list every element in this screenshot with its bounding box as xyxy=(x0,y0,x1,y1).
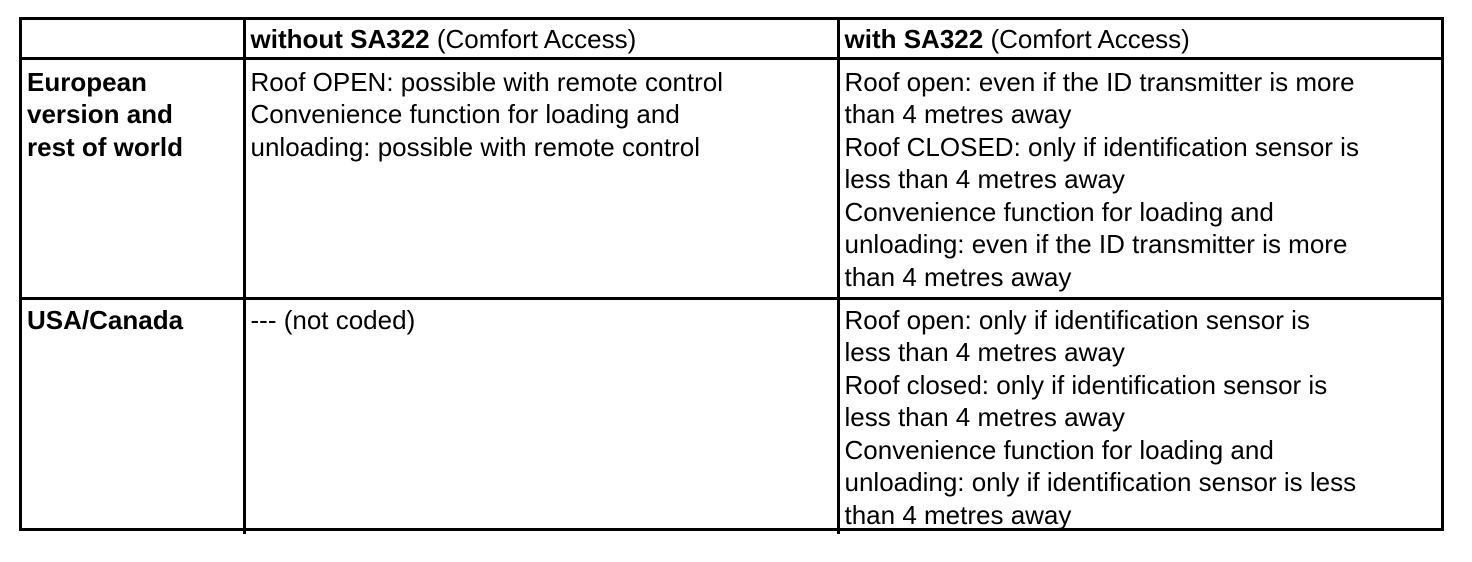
header-with-bold: with SA322 xyxy=(844,24,984,54)
comfort-access-table-frame xyxy=(19,17,1444,531)
cell-text-line: Convenience function for loading and xyxy=(844,196,1274,227)
cell-text-line: Roof open: only if identification sensor is xyxy=(844,304,1310,335)
header-without-suffix: (Comfort Access) xyxy=(429,24,637,54)
with-cell-usa-canada xyxy=(838,298,1441,534)
region-cell-usa-canada xyxy=(22,298,244,534)
region-label-line: USA/Canada xyxy=(27,304,184,335)
with-cell-european xyxy=(838,58,1441,298)
cell-text-line: unloading: only if identification sensor is less xyxy=(844,467,1357,497)
cell-text-line: than 4 metres away xyxy=(844,261,1072,292)
cell-text-line: Convenience function for loading and xyxy=(250,99,680,129)
cell-text-line: than 4 metres away xyxy=(844,499,1072,530)
header-with-suffix: (Comfort Access) xyxy=(983,24,1190,54)
cell-text-line: --- (not coded) xyxy=(250,304,416,335)
cell-text-line: than 4 metres away xyxy=(844,99,1072,129)
cell-text-line: unloading: possible with remote control xyxy=(250,131,700,162)
header-corner-cell xyxy=(22,20,244,58)
cell-text-line: Roof OPEN: possible with remote control xyxy=(250,66,724,97)
region-cell-european xyxy=(22,58,244,298)
cell-text-line: Roof CLOSED: only if identification sensor is xyxy=(844,131,1359,162)
without-cell-usa-canada xyxy=(244,298,838,534)
cell-text-line: less than 4 metres away xyxy=(844,402,1125,432)
cell-text-line: Convenience function for loading and xyxy=(844,434,1274,465)
without-cell-european xyxy=(244,58,838,298)
cell-text-line: Roof closed: only if identification sensor is xyxy=(844,369,1328,400)
header-with-sa322 xyxy=(838,20,1441,58)
header-without-sa322 xyxy=(244,20,838,58)
cell-text-line: unloading: even if the ID transmitter is more xyxy=(844,229,1348,259)
table-header-row xyxy=(22,20,1441,58)
region-label-line: European xyxy=(27,66,147,97)
comfort-access-table xyxy=(22,20,1441,534)
region-label-line: rest of world xyxy=(27,131,184,162)
cell-text-line: Roof open: even if the ID transmitter is more xyxy=(844,66,1355,97)
table-row-usa-canada xyxy=(22,298,1441,534)
cell-text-line: less than 4 metres away xyxy=(844,337,1125,367)
region-label-line: version and xyxy=(27,99,173,129)
table-row-european xyxy=(22,58,1441,298)
header-without-bold: without SA322 xyxy=(250,24,430,54)
cell-text-line: less than 4 metres away xyxy=(844,164,1125,194)
